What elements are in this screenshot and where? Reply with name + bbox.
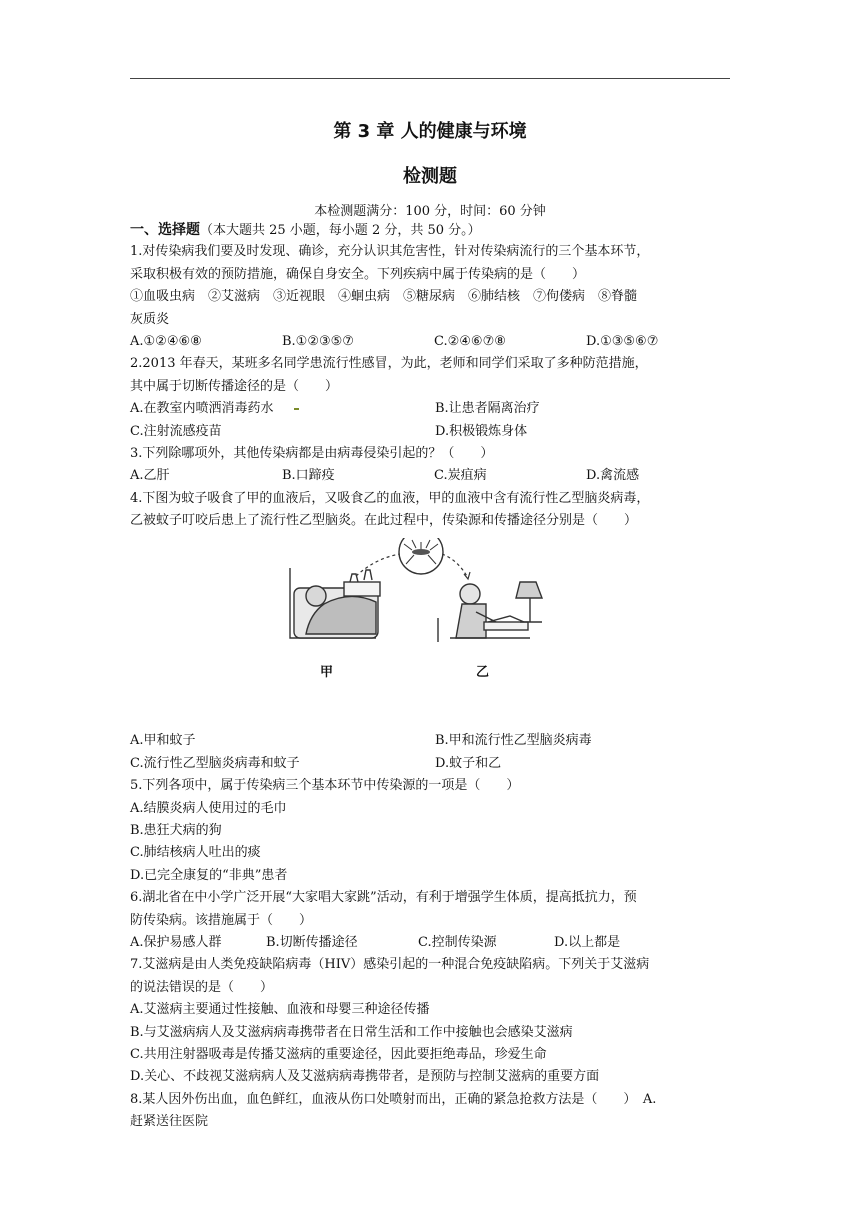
q7-stem-line2: 的说法错误的是（ ） [130,979,274,995]
q1-option-b: B.①②③⑤⑦ [282,333,354,349]
stray-mark [294,408,299,410]
q2-stem-line1: 2.2013 年春天，某班多名同学患流行性感冒，为此，老师和同学们采取了多种防范措施， [130,356,648,372]
q5-option-b: B.患狂犬病的狗 [130,823,222,839]
q6-stem-line1: 6.湖北省在中小学广泛开展“大家唱大家跳”活动，有利于增强学生体质，提高抵抗力，预 [130,890,637,906]
q5-option-d: D.已完全康复的“非典”患者 [130,867,288,883]
section-title: 一、选择题 [130,222,200,238]
mosquito-icon [399,538,443,574]
q2-options-row1 [130,398,740,420]
q3-stem: 3.下列除哪项外，其他传染病都是由病毒侵染引起的？（ ） [130,445,494,461]
q1-option-c: C.②④⑥⑦⑧ [434,333,506,349]
q5-option-c: C.肺结核病人吐出的痰 [130,845,261,861]
q6-stem-line2: 防传染病。该措施属于（ ） [130,912,313,928]
q7-option-c: C.共用注射器吸毒是传播艾滋病的重要途径，因此要拒绝毒品，珍爱生命 [130,1046,547,1062]
q6-options [130,932,740,954]
q3-options [130,465,740,487]
q6-option-a: A.保护易感人群 [130,934,222,950]
q6-option-c: C.控制传染源 [418,934,497,950]
q2-option-b: B.让患者隔离治疗 [435,401,540,417]
q2-stem-line2: 其中属于切断传播途径的是（ ） [130,378,339,394]
score-time-info: 本检测题满分：100 分，时间：60 分钟 [314,204,546,219]
q2-options-row2 [130,421,740,443]
q1-items-line1: ①血吸虫病 ②艾滋病 ③近视眼 ④蛔虫病 ⑤糖尿病 ⑥肺结核 ⑦佝偻病 ⑧脊髓 [130,289,638,305]
q1-stem-line1: 1.对传染病我们要及时发现、确诊，充分认识其危害性，针对传染病流行的三个基本环节， [130,244,650,260]
q1-option-a: A.①②④⑥⑧ [130,333,202,349]
healthy-person-reading [438,582,542,642]
q1-stem-line2: 采取积极有效的预防措施，确保自身安全。下列疾病中属于传染病的是（ ） [130,266,586,282]
top-rule [130,78,730,79]
q1-options [130,331,740,353]
q5-option-a: A.结膜炎病人使用过的毛巾 [130,800,287,816]
q5-stem: 5.下列各项中，属于传染病三个基本环节中传染源的一项是（ ） [130,778,520,794]
q4-stem-line1: 4.下图为蚊子吸食了甲的血液后，又吸食乙的血液，甲的血液中含有流行性乙型脑炎病毒， [130,490,650,506]
q7-option-b: B.与艾滋病病人及艾滋病病毒携带者在日常生活和工作中接触也会感染艾滋病 [130,1024,573,1040]
q2-option-d: D.积极锻炼身体 [435,423,528,439]
q7-option-d: D.关心、不歧视艾滋病病人及艾滋病病毒携带者，是预防与控制艾滋病的重要方面 [130,1069,600,1085]
question-list [130,219,740,1134]
test-subtitle: 检测题 [403,166,457,187]
q4-option-a: A.甲和蚊子 [130,733,196,749]
q4-option-b: B.甲和流行性乙型脑炎病毒 [435,733,592,749]
figure-label-jia: 甲 [320,665,334,681]
q6-option-d: D.以上都是 [554,934,621,950]
q4-option-c: C.流行性乙型脑炎病毒和蚊子 [130,755,300,771]
q4-options-row1 [130,730,740,752]
q4-stem-line2: 乙被蚊子叮咬后患上了流行性乙型脑炎。在此过程中，传染源和传播途径分别是（ ） [130,513,638,529]
sick-person-in-bed [290,568,380,638]
q3-option-c: C.炭疽病 [434,468,487,484]
q1-option-d: D.①③⑤⑥⑦ [586,333,659,349]
q3-option-b: B.口蹄疫 [282,468,335,484]
arrow-a-to-mosquito [356,554,400,576]
q4-option-d: D.蚊子和乙 [435,755,502,771]
q4-options-row2 [130,753,740,775]
q3-option-d: D.禽流感 [586,468,640,484]
q7-stem-line1: 7.艾滋病是由人类免疫缺陷病毒（HIV）感染引起的一种混合免疫缺陷病。下列关于艾滋病 [130,957,650,973]
q2-option-c: C.注射流感疫苗 [130,423,222,439]
q3-option-a: A.乙肝 [130,468,170,484]
chapter-title: 第 3 章 人的健康与环境 [333,121,527,142]
q1-items-line2: 灰质炎 [130,311,170,327]
section-heading [130,219,740,241]
q2-option-a: A.在教室内喷洒消毒药水 [130,401,274,417]
mosquito-transmission-figure [130,538,740,728]
figure-label-yi: 乙 [476,665,490,681]
section-note: （本大题共 25 小题，每小题 2 分，共 50 分。） [200,223,481,238]
q8-stem-line2: 赶紧送往医院 [130,1114,209,1130]
q6-option-b: B.切断传播途径 [266,934,358,950]
q8-stem-line1: 8.某人因外伤出血，血色鲜红，血液从伤口处喷射而出，正确的紧急抢救方法是（ ） A. [130,1091,657,1107]
q7-option-a: A.艾滋病主要通过性接触、血液和母婴三种途径传播 [130,1002,430,1018]
